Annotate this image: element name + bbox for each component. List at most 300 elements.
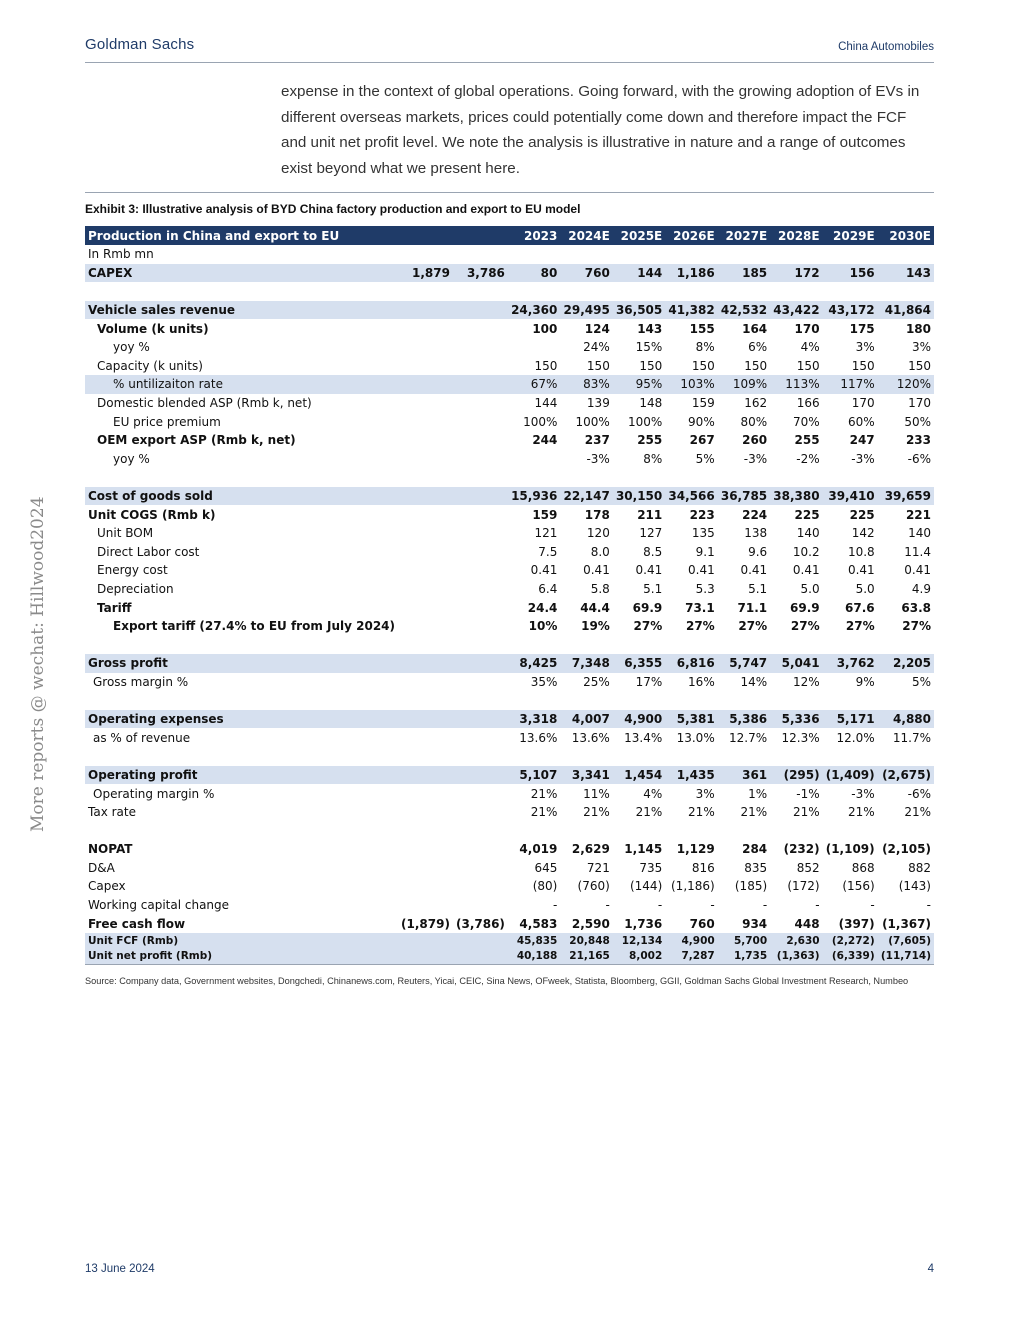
table-cell: 2,205	[878, 654, 934, 673]
table-cell	[453, 948, 508, 964]
table-cell: -6%	[907, 451, 931, 466]
table-cell	[453, 375, 508, 394]
table-cell	[823, 691, 878, 710]
table-cell: 267	[689, 433, 715, 448]
table-cell: 83%	[560, 375, 612, 394]
table-row	[85, 948, 934, 964]
table-cell: 172	[770, 264, 822, 283]
table-cell	[453, 524, 508, 543]
table-cell: 4,583	[519, 916, 558, 931]
table-cell: 44.4	[580, 600, 610, 615]
table-cell	[770, 691, 822, 710]
table-cell: 3,762	[823, 654, 878, 673]
table-cell: 221	[905, 507, 931, 522]
table-cell: 60%	[847, 414, 875, 429]
table-cell: 0.41	[688, 563, 715, 578]
table-cell: (11,714)	[878, 948, 934, 964]
table-cell: 100%	[575, 414, 610, 429]
table-cell: 34,566	[665, 487, 717, 506]
table-cell: 69.9	[790, 600, 820, 615]
table-cell: 21%	[635, 805, 663, 820]
table-cell: 6%	[748, 340, 768, 355]
table-cell: 150	[586, 358, 610, 373]
table-cell	[508, 468, 560, 487]
table-cell	[823, 282, 878, 301]
table-cell	[453, 450, 508, 469]
table-cell	[453, 580, 508, 599]
table-cell	[613, 245, 665, 264]
table-row	[85, 282, 934, 301]
table-cell	[718, 747, 770, 766]
table-cell: 41,382	[665, 301, 717, 320]
table-cell	[878, 282, 934, 301]
row-label	[85, 691, 398, 710]
table-cell	[398, 803, 453, 822]
table-cell: 21%	[688, 805, 715, 820]
table-cell: 21%	[904, 805, 931, 820]
table-row	[85, 561, 934, 580]
row-label: Direct Labor cost	[97, 544, 200, 559]
table-cell: -	[657, 898, 663, 913]
table-cell: 24.4	[527, 600, 558, 615]
table-cell	[398, 505, 453, 524]
table-cell	[823, 468, 878, 487]
table-cell: 21%	[740, 805, 768, 820]
table-cell	[878, 468, 934, 487]
table-cell: 63.8	[901, 600, 931, 615]
table-cell: 2,629	[571, 842, 610, 857]
table-cell	[453, 766, 508, 785]
table-cell: 1,145	[624, 842, 663, 857]
table-cell: 21%	[847, 805, 875, 820]
table-cell: 90%	[688, 414, 715, 429]
table-cell	[613, 635, 665, 654]
table-row	[85, 580, 934, 599]
table-cell: -6%	[907, 786, 931, 801]
table-cell	[398, 431, 453, 450]
table-cell	[453, 282, 508, 301]
table-cell: 43,422	[770, 301, 822, 320]
table-cell	[560, 282, 612, 301]
table-cell	[398, 766, 453, 785]
table-row	[85, 896, 934, 915]
table-cell: -	[553, 898, 558, 913]
table-cell	[453, 784, 508, 803]
table-row	[85, 691, 934, 710]
table-cell	[665, 821, 717, 840]
table-cell	[453, 561, 508, 580]
table-row	[85, 635, 934, 654]
table-cell: 30,150	[613, 487, 665, 506]
row-label: Tariff	[97, 600, 132, 615]
table-row	[85, 617, 934, 636]
table-row	[85, 357, 934, 376]
row-label: Unit BOM	[97, 526, 154, 541]
table-cell: 185	[718, 264, 770, 283]
row-label	[85, 635, 398, 654]
row-label	[85, 468, 398, 487]
table-cell	[823, 635, 878, 654]
table-cell	[398, 468, 453, 487]
table-cell: (1,363)	[770, 948, 822, 964]
table-cell	[770, 282, 822, 301]
table-cell	[453, 468, 508, 487]
table-cell: 5,041	[770, 654, 822, 673]
table-cell: 39,659	[878, 487, 934, 506]
table-row	[85, 319, 934, 338]
table-cell: 124	[584, 321, 610, 336]
table-cell	[453, 245, 508, 264]
table-cell: 135	[691, 526, 715, 541]
table-row	[85, 412, 934, 431]
table-cell	[398, 948, 453, 964]
table-cell: 24%	[583, 340, 610, 355]
table-cell: 159	[532, 507, 558, 522]
table-cell: 0.41	[635, 563, 663, 578]
table-cell: -3%	[851, 786, 875, 801]
table-cell: 13.6%	[571, 730, 610, 745]
row-label: OEM export ASP (Rmb k, net)	[97, 433, 296, 448]
table-cell: (1,409)	[823, 766, 878, 785]
table-cell: 170	[908, 396, 931, 411]
table-cell	[453, 747, 508, 766]
table-header-cell: 2030E	[878, 226, 934, 245]
row-label: as % of revenue	[93, 730, 191, 745]
table-row	[85, 524, 934, 543]
table-cell: 150	[691, 358, 715, 373]
table-cell: 71.1	[737, 600, 768, 615]
table-cell: 138	[744, 526, 768, 541]
table-cell: 835	[744, 860, 768, 875]
table-cell	[398, 282, 453, 301]
table-row	[85, 394, 934, 413]
table-cell	[398, 691, 453, 710]
table-cell: 40,188	[508, 948, 560, 964]
table-cell: 6,816	[665, 654, 717, 673]
table-cell: (7,605)	[878, 933, 934, 949]
exhibit-title: Exhibit 3: Illustrative analysis of BYD China factory production and export to EU model	[85, 202, 581, 216]
table-cell	[453, 357, 508, 376]
table-row	[85, 264, 934, 283]
table-cell: 11.7%	[892, 730, 931, 745]
table-cell	[665, 282, 717, 301]
watermark: More reports @ wechat: Hillwood2024	[28, 496, 48, 832]
table-cell	[560, 821, 612, 840]
table-cell: 10.8	[847, 544, 875, 559]
table-cell: 150	[744, 358, 768, 373]
table-cell: 150	[908, 358, 931, 373]
table-cell	[453, 896, 508, 915]
table-cell: 721	[586, 860, 610, 875]
table-cell: 852	[796, 860, 820, 875]
table-cell: 8%	[695, 340, 715, 355]
table-cell: 39,410	[823, 487, 878, 506]
table-cell	[718, 635, 770, 654]
table-cell: 178	[584, 507, 610, 522]
table-cell: 120	[586, 526, 610, 541]
section-title: China Automobiles	[838, 41, 934, 53]
table-cell: -2%	[796, 451, 820, 466]
table-cell: 5,171	[823, 710, 878, 729]
table-row	[85, 747, 934, 766]
table-cell: -3%	[743, 451, 768, 466]
row-label: Export tariff (27.4% to EU from July 2024)	[113, 619, 396, 634]
table-cell: 17%	[635, 674, 663, 689]
header-divider	[85, 62, 934, 63]
table-cell: 19%	[581, 619, 610, 634]
table-cell: 27%	[633, 619, 663, 634]
table-cell: 36,785	[718, 487, 770, 506]
table-cell	[508, 245, 560, 264]
table-cell: (156)	[842, 879, 875, 894]
table-cell: 73.1	[685, 600, 715, 615]
table-header-cell: 2025E	[613, 226, 665, 245]
table-cell	[398, 357, 453, 376]
table-cell: 4,900	[665, 933, 717, 949]
table-cell: 9.6	[748, 544, 768, 559]
table-cell: 15%	[635, 340, 663, 355]
table-cell: (2,105)	[882, 842, 931, 857]
table-cell: 5,336	[770, 710, 822, 729]
table-cell: 170	[794, 321, 820, 336]
table-cell: 1,129	[676, 842, 715, 857]
table-cell: 113%	[770, 375, 822, 394]
table-cell: 934	[742, 916, 768, 931]
table-cell: 120%	[878, 375, 934, 394]
table-cell: 100%	[523, 414, 558, 429]
table-cell: 448	[794, 916, 820, 931]
table-cell: 4%	[800, 340, 820, 355]
table-cell: 0.41	[792, 563, 820, 578]
table-cell: 3,318	[508, 710, 560, 729]
table-row	[85, 375, 934, 394]
table-cell	[453, 319, 508, 338]
row-label: Unit COGS (Rmb k)	[88, 507, 216, 522]
table-cell: 0.41	[583, 563, 610, 578]
table-cell: 140	[908, 526, 931, 541]
row-label	[85, 821, 398, 840]
table-cell	[453, 859, 508, 878]
table-cell	[398, 673, 453, 692]
table-cell	[453, 635, 508, 654]
table-cell	[878, 245, 934, 264]
table-cell	[613, 747, 665, 766]
table-cell: 8%	[643, 451, 663, 466]
table-cell	[453, 654, 508, 673]
table-cell	[718, 821, 770, 840]
table-cell	[453, 394, 508, 413]
table-cell: 80	[508, 264, 560, 283]
table-cell: 816	[691, 860, 715, 875]
table-cell: 0.41	[530, 563, 558, 578]
table-row	[85, 821, 934, 840]
table-cell: 3%	[911, 340, 931, 355]
table-cell: 5.0	[855, 581, 875, 596]
table-cell	[823, 245, 878, 264]
row-label: D&A	[88, 860, 115, 875]
table-row	[85, 710, 934, 729]
table-cell: 8.0	[590, 544, 610, 559]
table-cell	[878, 691, 934, 710]
table-cell: 143	[637, 321, 663, 336]
table-cell	[718, 245, 770, 264]
table-cell: 225	[849, 507, 875, 522]
table-cell	[398, 394, 453, 413]
table-cell: 260	[742, 433, 768, 448]
row-label: Operating profit	[85, 766, 398, 785]
table-cell: 1,435	[665, 766, 717, 785]
table-cell: 735	[639, 860, 663, 875]
section-divider	[85, 192, 934, 193]
table-cell: 361	[718, 766, 770, 785]
table-cell: 100%	[627, 414, 663, 429]
table-cell	[398, 747, 453, 766]
table-cell	[770, 821, 822, 840]
table-cell: 223	[689, 507, 715, 522]
row-label: Operating margin %	[93, 786, 215, 801]
table-cell: 4,019	[519, 842, 558, 857]
table-cell	[398, 896, 453, 915]
table-row	[85, 245, 934, 264]
table-cell: 5%	[911, 674, 931, 689]
table-cell: -	[815, 898, 820, 913]
table-cell: 21,165	[560, 948, 612, 964]
table-cell: (6,339)	[823, 948, 878, 964]
table-cell: (143)	[898, 879, 931, 894]
table-cell	[560, 468, 612, 487]
table-cell: 150	[534, 358, 558, 373]
table-cell	[560, 747, 612, 766]
table-cell: 155	[689, 321, 715, 336]
footer-date: 13 June 2024	[85, 1263, 155, 1275]
table-cell: 255	[794, 433, 820, 448]
table-row	[85, 803, 934, 822]
table-cell: 3,786	[453, 264, 508, 283]
row-label: Operating expenses	[85, 710, 398, 729]
table-cell: 43,172	[823, 301, 878, 320]
table-cell: 27%	[685, 619, 715, 634]
table-cell: 6,355	[613, 654, 665, 673]
table-cell: 5.8	[590, 581, 610, 596]
table-cell: (185)	[734, 879, 768, 894]
table-cell	[770, 468, 822, 487]
row-label	[85, 282, 398, 301]
table-cell: 10.2	[792, 544, 820, 559]
table-cell	[823, 821, 878, 840]
table-cell: 150	[796, 358, 820, 373]
table-cell: 5,386	[718, 710, 770, 729]
table-cell	[770, 245, 822, 264]
table-cell	[453, 543, 508, 562]
table-cell: 143	[878, 264, 934, 283]
table-cell	[398, 877, 453, 896]
table-cell	[398, 524, 453, 543]
table-cell: 45,835	[508, 933, 560, 949]
table-cell: 11%	[583, 786, 610, 801]
table-cell: 27%	[738, 619, 768, 634]
table-header-cell: 2026E	[665, 226, 717, 245]
table-cell: 247	[849, 433, 875, 448]
table-cell: 760	[560, 264, 612, 283]
table-header-cell: 2023	[508, 226, 560, 245]
intro-paragraph: expense in the context of global operations. Going forward, with the growing adoption of EVs in different overseas markets, prices could potentially come down and therefore impact the FCF and unit net profit level. We note the analysis is illustrative in nature and a range of outcomes exist beyond what we present here.	[281, 83, 920, 177]
table-row	[85, 301, 934, 320]
table-cell	[398, 728, 453, 747]
table-cell	[453, 338, 508, 357]
table-cell: 5.0	[800, 581, 820, 596]
table-cell: 4%	[643, 786, 663, 801]
table-cell: 20,848	[560, 933, 612, 949]
table-header-cell: 2029E	[823, 226, 878, 245]
table-cell: 211	[637, 507, 663, 522]
table-cell: 180	[905, 321, 931, 336]
table-cell: (295)	[770, 766, 822, 785]
table-cell: 25%	[583, 674, 610, 689]
table-cell: 4,880	[878, 710, 934, 729]
table-row	[85, 933, 934, 949]
table-cell: 103%	[665, 375, 717, 394]
row-label: yoy %	[113, 451, 150, 466]
table-cell: 27%	[790, 619, 820, 634]
table-cell	[398, 338, 453, 357]
table-row	[85, 877, 934, 896]
table-row	[85, 728, 934, 747]
table-cell	[398, 617, 453, 636]
table-cell: 50%	[904, 414, 931, 429]
table-cell: 95%	[613, 375, 665, 394]
row-label: Tax rate	[88, 805, 136, 820]
table-cell	[878, 821, 934, 840]
table-cell	[613, 282, 665, 301]
table-cell	[398, 450, 453, 469]
table-cell	[613, 468, 665, 487]
table-cell	[665, 245, 717, 264]
row-label	[85, 747, 398, 766]
table-cell	[398, 598, 453, 617]
table-cell: 29,495	[560, 301, 612, 320]
table-cell: (1,109)	[825, 842, 875, 857]
table-row	[85, 598, 934, 617]
table-cell	[665, 747, 717, 766]
table-cell: (80)	[532, 879, 558, 894]
table-cell: 36,505	[613, 301, 665, 320]
table-cell: 12,134	[613, 933, 665, 949]
row-label: Gross margin %	[93, 674, 189, 689]
table-cell	[453, 301, 508, 320]
table-cell: 3,341	[560, 766, 612, 785]
table-cell	[718, 691, 770, 710]
row-label: Cost of goods sold	[85, 487, 398, 506]
table-cell	[453, 487, 508, 506]
row-label: yoy %	[113, 340, 150, 355]
table-cell: 5,107	[508, 766, 560, 785]
table-cell: 225	[794, 507, 820, 522]
table-cell	[718, 468, 770, 487]
table-cell: 3%	[855, 340, 875, 355]
table-cell: 284	[742, 842, 768, 857]
table-cell: 8.5	[643, 544, 663, 559]
table-cell: 24,360	[508, 301, 560, 320]
table-cell: 42,532	[718, 301, 770, 320]
source-note: Source: Company data, Government websites, Dongchedi, Chinanews.com, Reuters, Yicai, CEIC, Sina News, OFweek, Statista, Bloomberg, GGII, Goldman Sachs Global Investment Research, Numbeo	[85, 976, 909, 986]
table-cell: 140	[796, 526, 820, 541]
table-cell: 67.6	[845, 600, 875, 615]
table-cell: 5.3	[695, 581, 715, 596]
table-cell: 14%	[740, 674, 768, 689]
table-row	[85, 654, 934, 673]
table-cell: 244	[532, 433, 558, 448]
table-cell: 224	[742, 507, 768, 522]
